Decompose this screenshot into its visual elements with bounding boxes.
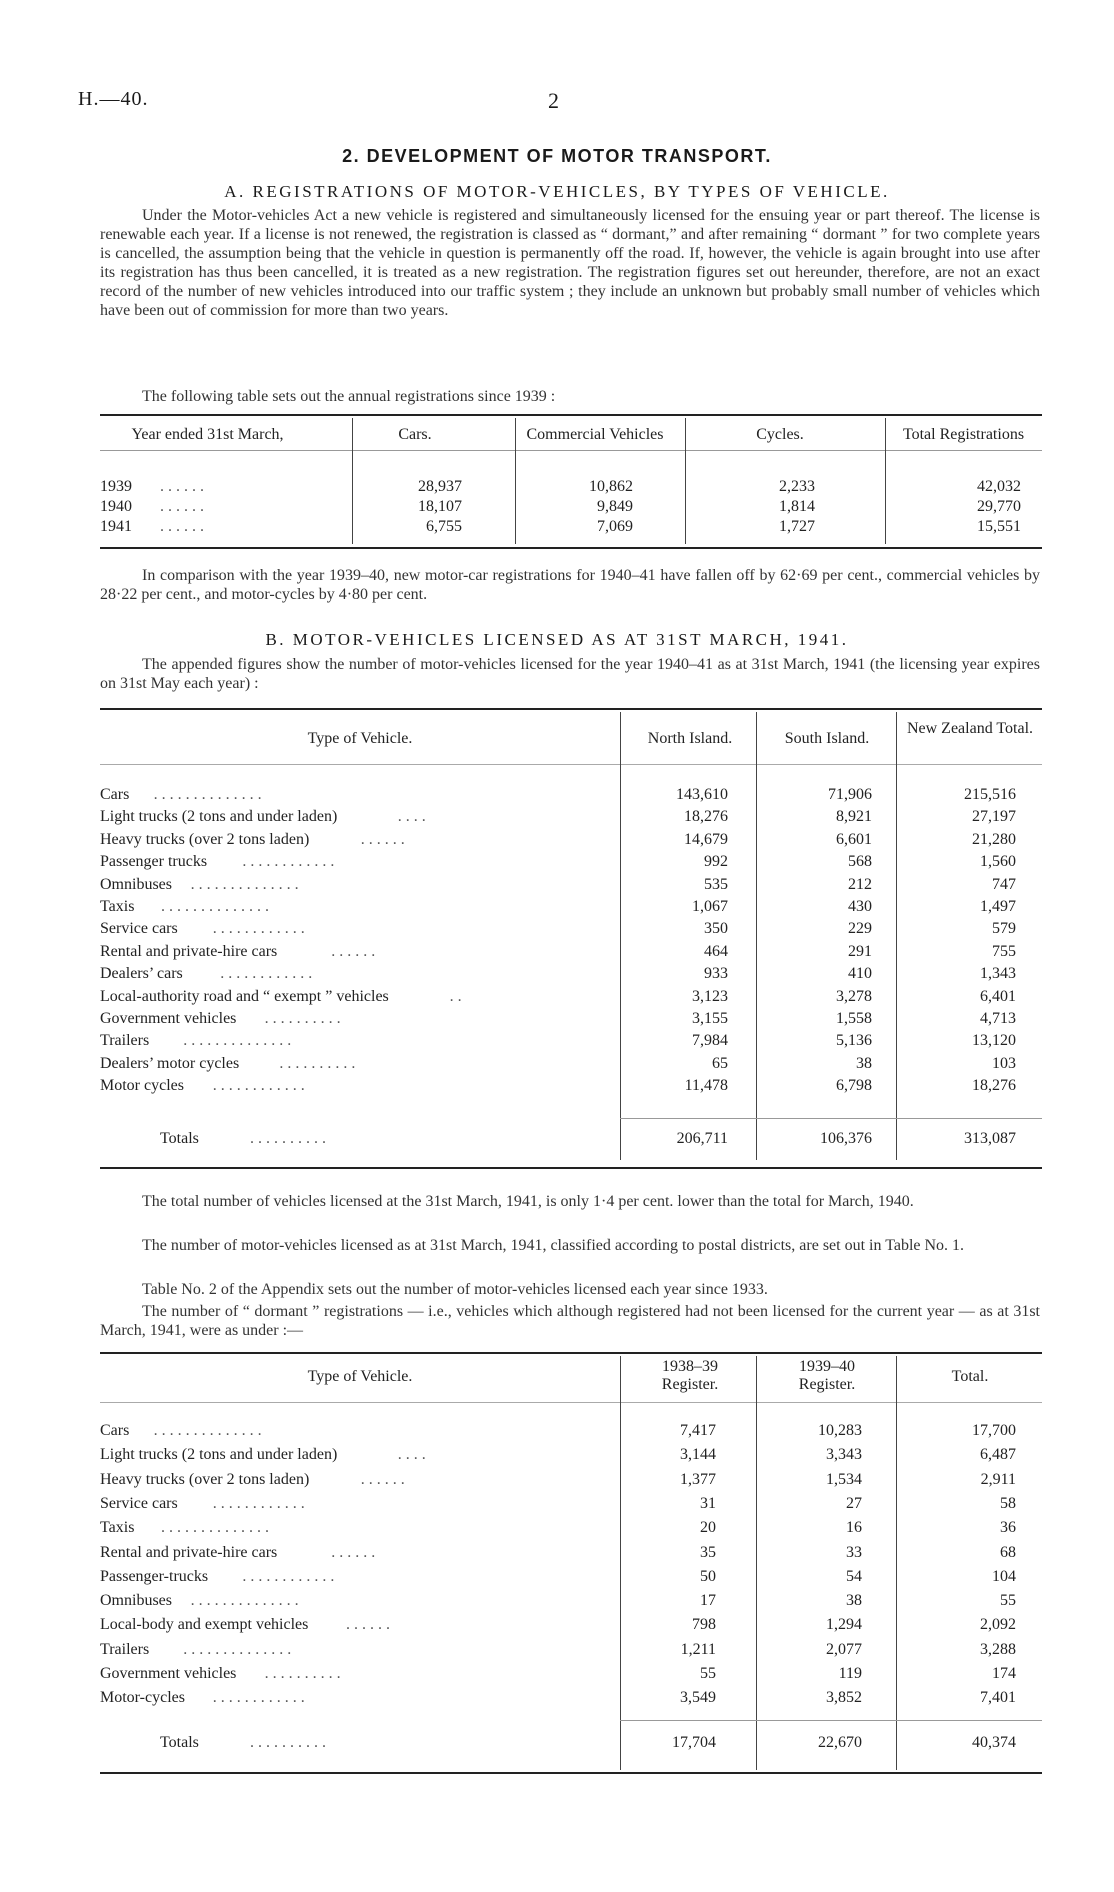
table-row (100, 1544, 1042, 1562)
total-value: 7,401 (980, 1689, 1016, 1707)
nz-total-value: 1,343 (980, 965, 1016, 983)
north-island-value: 18,276 (684, 808, 728, 826)
leader-dots: . . . . . . . . . . (264, 1010, 341, 1027)
south-island-value: 38 (856, 1054, 872, 1072)
table-row (100, 1055, 1042, 1073)
table-row (100, 943, 1042, 961)
register-1939-40-value: 27 (846, 1494, 862, 1512)
col-header-total: Total. (951, 1368, 989, 1385)
vehicle-type: Cars (100, 786, 130, 803)
nz-total-value: 21,280 (972, 830, 1016, 848)
north-island-value: 143,610 (676, 786, 728, 803)
nz-total-value: 1,497 (980, 898, 1016, 915)
register-1939-40-value: 119 (838, 1665, 862, 1682)
vehicle-type: Local-body and exempt vehicles (100, 1616, 309, 1634)
vehicle-type: Heavy trucks (over 2 tons laden) (100, 1470, 310, 1488)
nz-total-value: 18,276 (972, 1077, 1016, 1095)
register-1938-39-value: 31 (700, 1494, 716, 1512)
table-row (100, 1592, 1042, 1610)
vehicle-type: Trailers (100, 1032, 150, 1050)
leader-dots: . . . . . . . . . . . . (220, 965, 313, 983)
table-row (100, 965, 1042, 983)
part-b-paragraph-1: The appended figures show the number of motor-vehicles licensed for the year 1940–41 as at 31st March, 1941 (the licensing year expires on 31st May each year) : (100, 656, 1040, 692)
leader-dots: . . . . . . (331, 1543, 376, 1561)
vehicle-type: Rental and private-hire cars (100, 942, 278, 960)
south-island-value: 5,136 (836, 1032, 872, 1050)
vehicle-type: Taxis (100, 898, 135, 915)
vehicle-type: Light trucks (2 tons and under laden) (100, 808, 338, 826)
part-a-paragraph-2: The following table sets out the annual registrations since 1939 : (142, 388, 556, 405)
vehicle-type: Service cars (100, 1494, 178, 1512)
register-1939-40-value: 16 (846, 1519, 862, 1537)
register-1939-40-value: 10,283 (818, 1422, 862, 1439)
north-island-value: 1,067 (692, 898, 728, 915)
table-row (100, 1641, 1042, 1659)
table-row (100, 1422, 1042, 1440)
table-row: 1941 . . . . . . 6,755 7,069 1,727 15,551 (100, 518, 1021, 535)
register-1939-40-value: 3,852 (826, 1689, 862, 1707)
vehicle-type: Trailers (100, 1640, 150, 1658)
north-island-value: 3,123 (692, 987, 728, 1005)
north-island-value: 350 (704, 920, 728, 938)
leader-dots: . . . . . . . . . . . . . . (183, 1032, 292, 1050)
register-1938-39-value: 1,377 (680, 1470, 716, 1488)
register-1938-39-value: 3,144 (680, 1446, 716, 1464)
register-1939-40-value: 54 (846, 1567, 862, 1585)
licensed-vehicles-table (100, 708, 1042, 1170)
leader-dots: . . . . . . . . . . . . (212, 1494, 305, 1512)
total-value: 36 (1000, 1519, 1016, 1537)
south-island-value: 229 (848, 920, 872, 938)
register-1938-39-value: 17 (700, 1592, 716, 1610)
totals-row: Totals . . . . . . . . . . 206,711 106,376 313,087 (160, 1130, 1016, 1147)
leader-dots: . . . . . . . . . . (279, 1054, 356, 1072)
col-header-1939-40: 1939–40 Register. (798, 1358, 856, 1393)
total-value: 17,700 (972, 1422, 1016, 1439)
leader-dots: . . . . . . (360, 830, 405, 848)
part-b-paragraph-5: The number of “ dormant ” registrations — i.e., vehicles which although registered had not been licensed for the current year — as at 31st March, 1941, were as under :— (100, 1303, 1040, 1339)
table-row (100, 808, 1042, 826)
table-row (100, 831, 1042, 849)
vehicle-type: Heavy trucks (over 2 tons laden) (100, 830, 310, 848)
south-island-value: 71,906 (828, 786, 872, 803)
leader-dots: . . . . . . (331, 942, 376, 960)
leader-dots: . . . . . . . . . . (264, 1665, 341, 1682)
col-header-north: North Island. (647, 730, 733, 747)
north-island-value: 464 (704, 942, 728, 960)
table-row (100, 1032, 1042, 1050)
vehicle-type: Omnibuses (100, 875, 172, 893)
register-1938-39-value: 35 (700, 1543, 716, 1561)
table-row (100, 1077, 1042, 1095)
table-row (100, 988, 1042, 1006)
table-row (100, 1010, 1042, 1028)
part-a-title: A. REGISTRATIONS OF MOTOR-VEHICLES, BY TYPES OF VEHICLE. (224, 182, 890, 201)
table-row: 1939 . . . . . . 28,937 10,862 2,233 42,032 (100, 478, 1021, 495)
vehicle-type: Taxis (100, 1519, 135, 1537)
register-1939-40-value: 33 (846, 1543, 862, 1561)
leader-dots: . . . . . . . . . . . . (212, 1077, 305, 1095)
table-row (100, 853, 1042, 871)
leader-dots: . . . . . . . . . . . . (242, 1567, 335, 1585)
table-row (100, 1495, 1042, 1513)
col-header-cars: Cars. (398, 426, 432, 443)
part-b-paragraph-4: Table No. 2 of the Appendix sets out the number of motor-vehicles licensed each year since 1933. (142, 1281, 768, 1298)
nz-total-value: 1,560 (980, 853, 1016, 871)
table-row (100, 1616, 1042, 1634)
south-island-value: 6,798 (836, 1077, 872, 1095)
col-header-cycles: Cycles. (756, 426, 804, 443)
col-header-south: South Island. (784, 730, 870, 747)
vehicle-type: Motor cycles (100, 1077, 184, 1095)
register-1939-40-value: 38 (846, 1592, 862, 1610)
nz-total-value: 27,197 (972, 808, 1016, 826)
north-island-value: 535 (704, 875, 728, 893)
nz-total-value: 103 (992, 1054, 1016, 1072)
leader-dots: . . . . . . . . . . . . (242, 853, 335, 871)
south-island-value: 6,601 (836, 830, 872, 848)
register-1938-39-value: 7,417 (680, 1422, 716, 1439)
part-b-paragraph-3: The number of motor-vehicles licensed as at 31st March, 1941, classified according to postal districts, are set out in Table No. 1. (142, 1237, 965, 1254)
part-a-paragraph-3: In comparison with the year 1939–40, new motor-car registrations for 1940–41 have fallen off by 62·69 per cent., commercial vehicles by 28·22 per cent., and motor-cycles by 4·80 per cent. (100, 567, 1040, 603)
leader-dots: . . . . . . . . . . . . . . (190, 1592, 299, 1610)
col-header-total: Total Registrations (902, 426, 1025, 443)
table-row (100, 1665, 1042, 1683)
register-1938-39-value: 55 (700, 1665, 716, 1682)
vehicle-type: Passenger-trucks (100, 1567, 209, 1585)
table-row (100, 1519, 1042, 1537)
vehicle-type: Light trucks (2 tons and under laden) (100, 1446, 338, 1464)
col-header-1938-39: 1938–39 Register. (661, 1358, 719, 1393)
vehicle-type: Government vehicles (100, 1665, 237, 1682)
report-code: H.—40. (78, 88, 149, 110)
south-island-value: 1,558 (836, 1010, 872, 1027)
totals-row: Totals . . . . . . . . . . 17,704 22,670 40,374 (160, 1734, 1016, 1751)
north-island-value: 992 (704, 853, 728, 871)
nz-total-value: 755 (992, 942, 1016, 960)
leader-dots: . . . . . . . . . . . . . . (190, 875, 299, 893)
total-value: 2,911 (980, 1470, 1016, 1488)
part-b-paragraph-2: The total number of vehicles licensed at the 31st March, 1941, is only 1·4 per cent. lower than the total for March, 1940. (142, 1193, 914, 1210)
register-1939-40-value: 1,294 (826, 1616, 862, 1634)
total-value: 68 (1000, 1543, 1016, 1561)
leader-dots: . . . . . . . . . . . . (212, 1689, 305, 1707)
dormant-registrations-table (100, 1352, 1042, 1776)
south-island-value: 410 (848, 965, 872, 983)
leader-dots: . . . . . . (360, 1470, 405, 1488)
register-1939-40-value: 2,077 (826, 1640, 862, 1658)
north-island-value: 65 (712, 1054, 728, 1072)
page-number: 2 (548, 88, 559, 113)
vehicle-type: Omnibuses (100, 1592, 172, 1610)
part-b-title: B. MOTOR-VEHICLES LICENSED AS AT 31ST MARCH, 1941. (265, 630, 849, 649)
leader-dots: . . . . . . . . . . . . . . (161, 1519, 269, 1537)
table-row (100, 1471, 1042, 1489)
register-1938-39-value: 20 (700, 1519, 716, 1537)
col-header-type: Type of Vehicle. (307, 1368, 413, 1385)
table-row (100, 920, 1042, 938)
register-1939-40-value: 1,534 (826, 1470, 862, 1488)
south-island-value: 8,921 (836, 808, 872, 826)
nz-total-value: 4,713 (980, 1010, 1016, 1027)
table-row (100, 876, 1042, 894)
north-island-value: 3,155 (692, 1010, 728, 1027)
register-1938-39-value: 798 (692, 1616, 716, 1634)
col-header-commercial: Commercial Vehicles (526, 426, 664, 443)
south-island-value: 430 (848, 898, 872, 915)
north-island-value: 14,679 (684, 830, 728, 848)
leader-dots: . . . . . . (346, 1616, 390, 1634)
total-value: 2,092 (980, 1616, 1016, 1634)
total-value: 174 (992, 1665, 1016, 1682)
north-island-value: 11,478 (684, 1077, 728, 1095)
leader-dots: . . . . (397, 808, 426, 826)
table-row: 1940 . . . . . . 18,107 9,849 1,814 29,770 (100, 498, 1021, 515)
nz-total-value: 6,401 (980, 987, 1016, 1005)
leader-dots: . . (449, 987, 462, 1005)
vehicle-type: Passenger trucks (100, 853, 208, 871)
vehicle-type: Cars (100, 1422, 130, 1439)
nz-total-value: 579 (992, 920, 1016, 938)
register-1938-39-value: 50 (700, 1567, 716, 1585)
south-island-value: 568 (848, 853, 872, 871)
leader-dots: . . . . (397, 1446, 426, 1464)
total-value: 104 (992, 1567, 1016, 1585)
north-island-value: 933 (704, 965, 728, 983)
col-header-nz-total: New Zealand Total. (906, 720, 1034, 737)
nz-total-value: 215,516 (964, 786, 1016, 803)
leader-dots: . . . . . . . . . . . . . . (153, 1422, 262, 1439)
south-island-value: 212 (848, 875, 872, 893)
vehicle-type: Local-authority road and “ exempt ” vehicles (100, 987, 389, 1005)
total-value: 58 (1000, 1494, 1016, 1512)
vehicle-type: Motor-cycles (100, 1689, 185, 1707)
south-island-value: 291 (848, 942, 872, 960)
table-row (100, 1446, 1042, 1464)
vehicle-type: Rental and private-hire cars (100, 1543, 278, 1561)
register-1939-40-value: 3,343 (826, 1446, 862, 1464)
vehicle-type: Dealers’ cars (100, 965, 183, 983)
registrations-table (100, 414, 1042, 549)
leader-dots: . . . . . . . . . . . . . . (153, 786, 262, 803)
table-row (100, 1568, 1042, 1586)
table-row (100, 898, 1042, 916)
vehicle-type: Service cars (100, 920, 178, 938)
total-value: 3,288 (980, 1640, 1016, 1658)
register-1938-39-value: 3,549 (680, 1689, 716, 1707)
part-a-paragraph-1: Under the Motor-vehicles Act a new vehicle is registered and simultaneously licensed for the ensuing year or part thereof. The license is renewable each year. If a license is not renewed, the registration is classed as “ dormant,” and after remaining “ dormant ” for two complete years is cancelled, the assumption being that the vehicle in question is permanently off the road. If, however, the vehicle is again brought into use after its registration has thus been cancelled, it is treated as a new registration. The registration figures set out hereunder, therefore, are not an exact record of the number of new vehicles introduced into our traffic system ; they include an unknown but probably small number of vehicles which have been out of commission for more than two years. (100, 207, 1040, 319)
leader-dots: . . . . . . . . . . . . . . (183, 1640, 292, 1658)
register-1938-39-value: 1,211 (680, 1640, 716, 1658)
total-value: 6,487 (980, 1446, 1016, 1464)
leader-dots: . . . . . . . . . . . . (212, 920, 305, 938)
leader-dots: . . . . . . . . . . . . . . (161, 898, 269, 915)
vehicle-type: Dealers’ motor cycles (100, 1054, 240, 1072)
north-island-value: 7,984 (692, 1032, 728, 1050)
total-value: 55 (1000, 1592, 1016, 1610)
nz-total-value: 13,120 (972, 1032, 1016, 1050)
section-title: 2. DEVELOPMENT OF MOTOR TRANSPORT. (342, 146, 772, 166)
vehicle-type: Government vehicles (100, 1010, 237, 1027)
col-header-type: Type of Vehicle. (307, 730, 413, 747)
nz-total-value: 747 (992, 875, 1016, 893)
table-row (100, 786, 1042, 804)
col-header-year: Year ended 31st March, (131, 426, 284, 443)
table-row (100, 1689, 1042, 1707)
south-island-value: 3,278 (836, 987, 872, 1005)
